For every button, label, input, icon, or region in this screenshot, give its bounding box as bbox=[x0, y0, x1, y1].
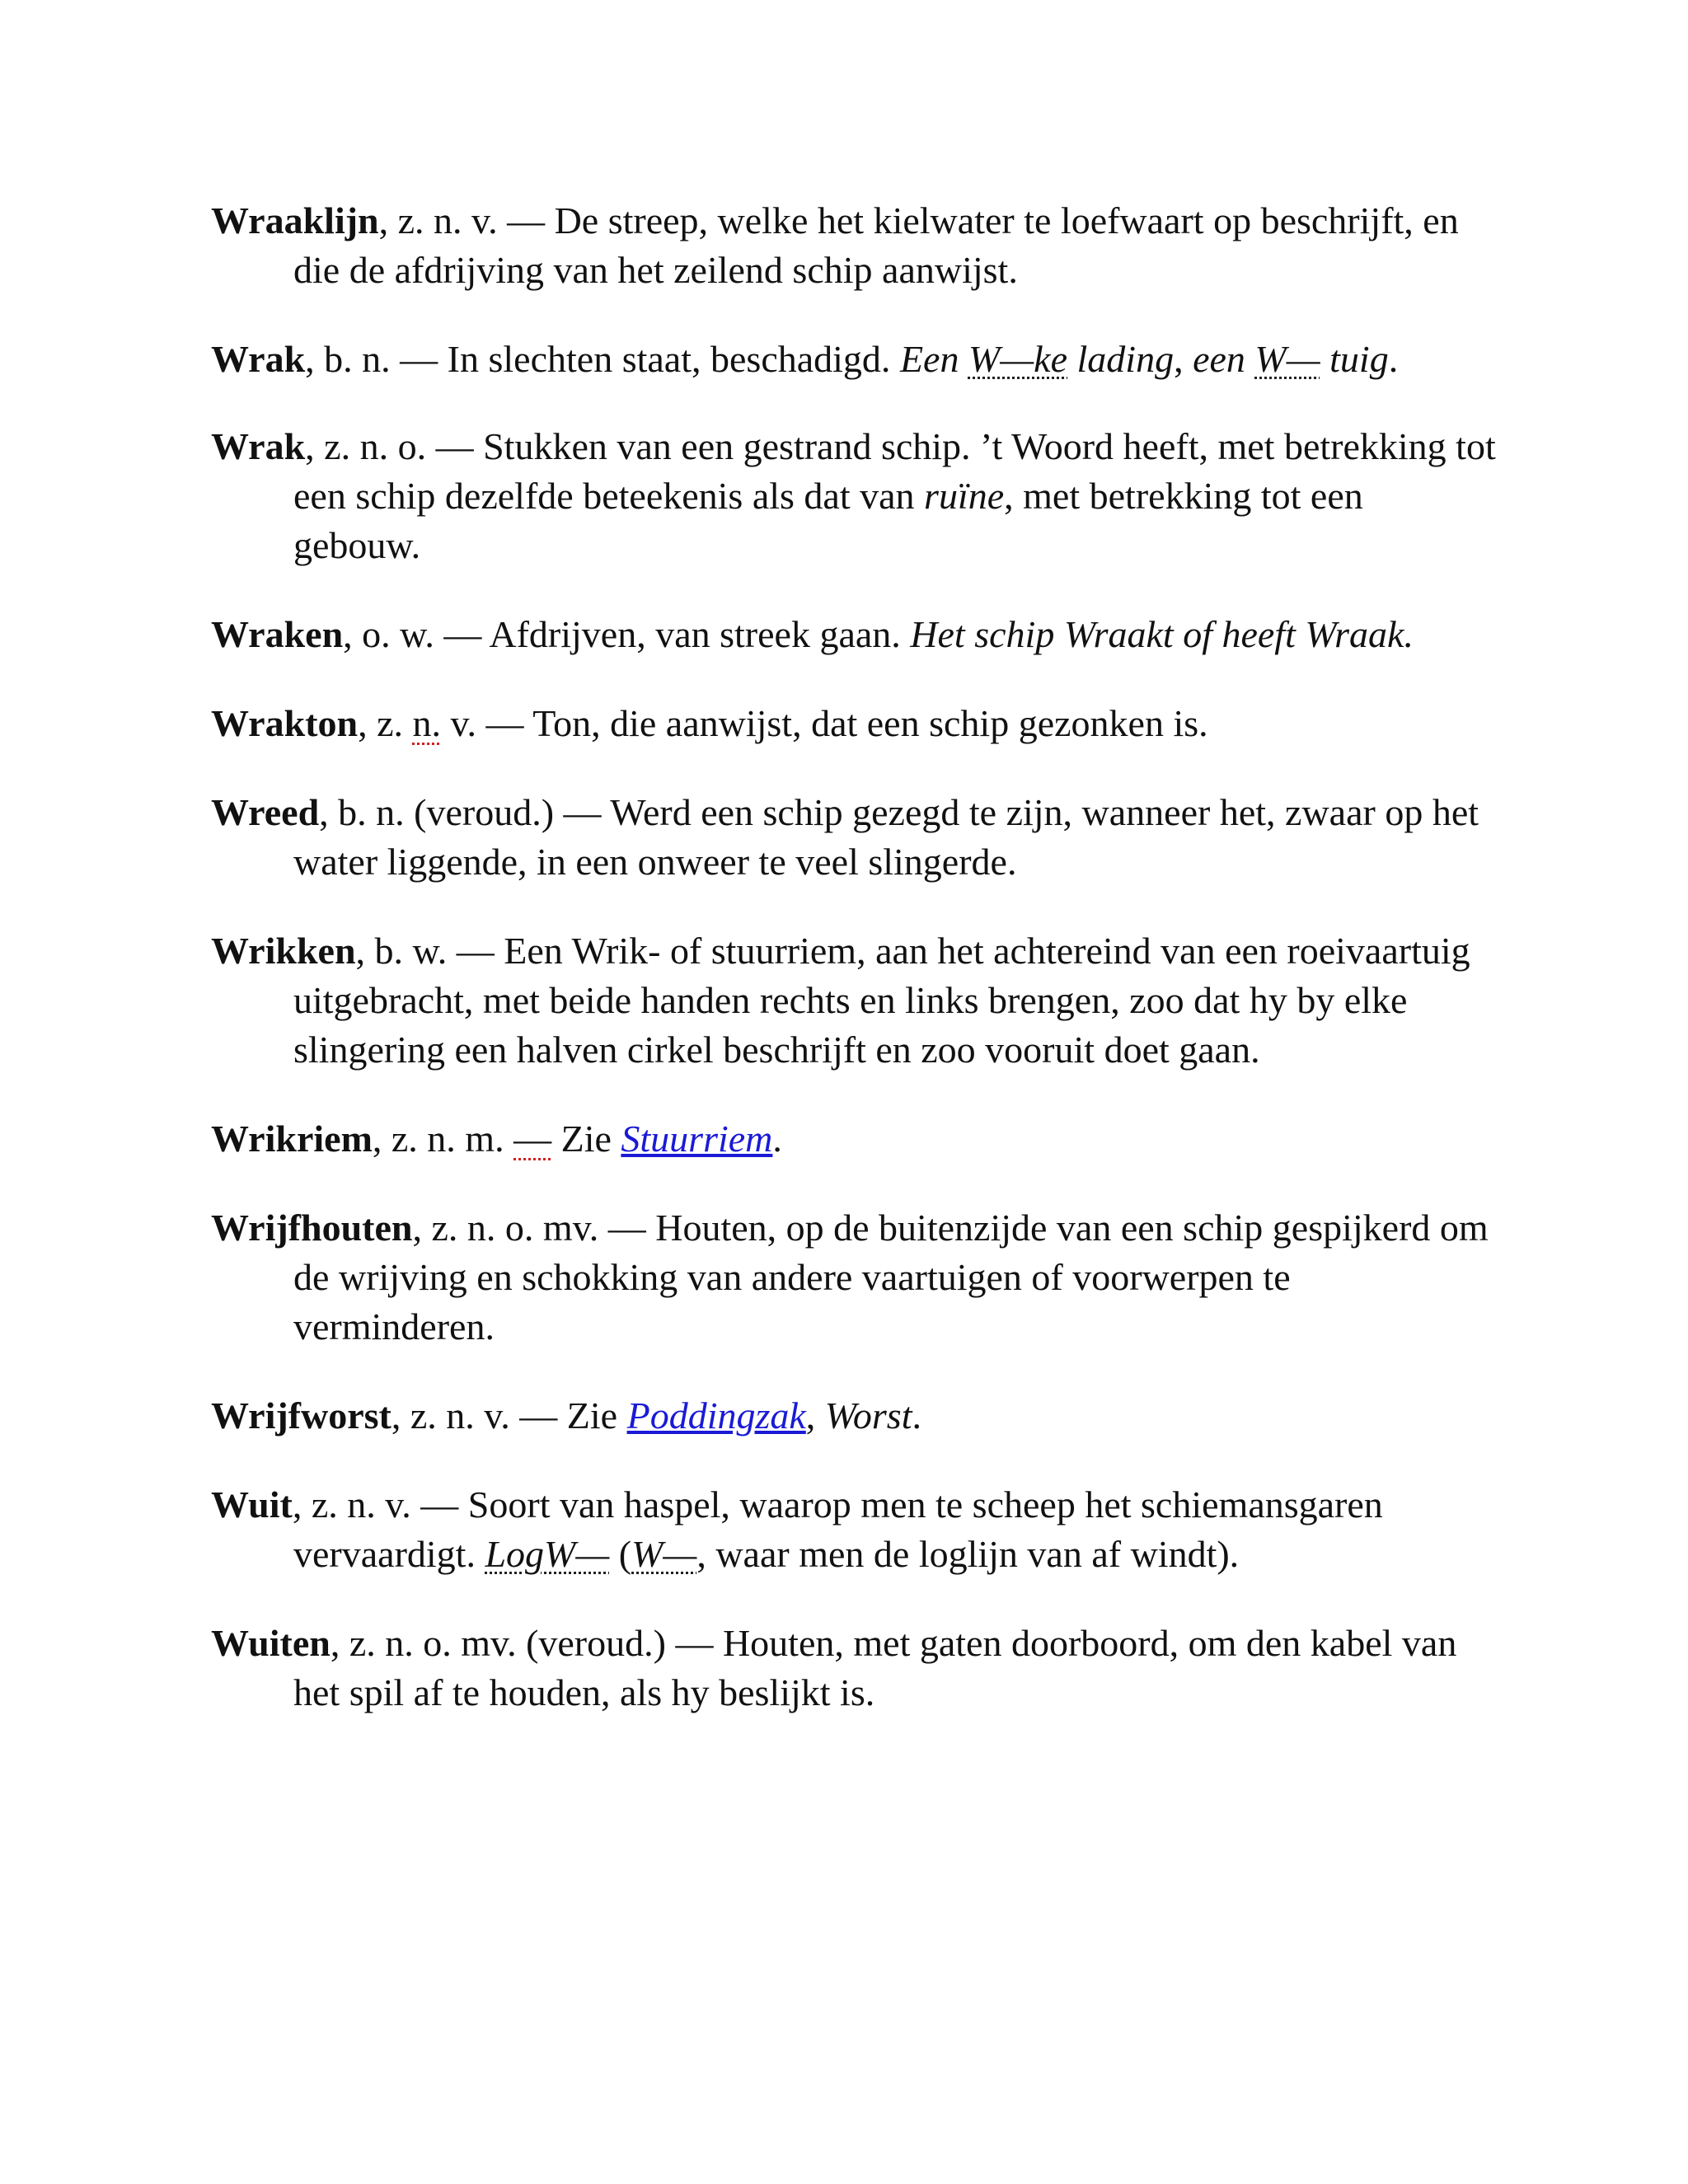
entry-wrijfhouten bbox=[211, 1203, 1497, 1352]
grammar: , b. n. — bbox=[305, 338, 448, 380]
entry-wuit: Wuit, z. n. v. — Soort van haspel, waarop men te scheep het schiemansgaren vervaardigt. LogW— (W—, waar men de loglijn van af windt). bbox=[211, 1483, 1383, 1575]
entry-wreed bbox=[211, 788, 1497, 887]
definition: Een Wrik- of stuurriem, aan het achtereind van een roeivaartuig uitgebracht, met beide handen rechts en links brengen, zoo dat hy by elke slingering een halven cirkel beschrijft en zoo vooruit doet gaan. bbox=[293, 930, 1470, 1071]
italic-term: ruïne bbox=[924, 475, 1005, 517]
entry-wuiten bbox=[211, 1619, 1497, 1718]
grammar: , b. n. (veroud.) — bbox=[319, 791, 611, 833]
headword: Wrikken bbox=[211, 930, 356, 972]
grammar: , z. n. o. mv. — bbox=[412, 1207, 656, 1249]
headword: Wrak bbox=[211, 425, 306, 467]
abbrev-marked: W— bbox=[1254, 338, 1320, 380]
headword: Wuiten bbox=[211, 1622, 331, 1664]
example: Een W—ke lading bbox=[899, 338, 1175, 380]
spell-marked: n. bbox=[412, 702, 441, 744]
link-poddingzak[interactable]: Poddingzak bbox=[626, 1394, 806, 1436]
italic-term: Worst bbox=[824, 1394, 912, 1436]
link-stuurriem[interactable]: Stuurriem bbox=[621, 1118, 773, 1160]
headword: Wuit bbox=[211, 1483, 293, 1526]
headword: Wreed bbox=[211, 791, 320, 833]
headword: Wrakton bbox=[211, 702, 359, 744]
grammar: , z. n. m. bbox=[372, 1118, 514, 1160]
example: een W— tuig bbox=[1193, 338, 1389, 380]
definition: De streep, welke het kielwater te loefwaart op beschrijft, en die de afdrijving van het zeilend schip aanwijst. bbox=[293, 199, 1459, 291]
headword: Wrijfhouten bbox=[211, 1207, 413, 1249]
entry-wrakton: Wrakton, z. n. v. — Ton, die aanwijst, dat een schip gezonken is. bbox=[211, 702, 1208, 744]
example: Het schip Wraakt of heeft Wraak. bbox=[910, 613, 1414, 655]
definition: Afdrijven, van streek gaan. bbox=[489, 613, 911, 655]
grammar: , z. n. o. — bbox=[305, 425, 484, 467]
entry-wraaklijn bbox=[211, 196, 1497, 295]
definition: Houten, op de buitenzijde van een schip gespijkerd om de wrijving en schokking van andere vaartuigen of voorwerpen te verminderen. bbox=[293, 1207, 1489, 1347]
spell-marked: — bbox=[513, 1118, 552, 1160]
grammar: , z. n. v. — bbox=[391, 1394, 567, 1436]
abbrev-marked: LogW— bbox=[485, 1533, 610, 1575]
headword: Wraaklijn bbox=[211, 199, 379, 241]
entry-wrak-noun: Wrak, z. n. o. — Stukken van een gestrand schip. ’t Woord heeft, met betrekking tot een schip dezelfde beteekenis als dat van ruïne, met betrekking tot een gebouw. bbox=[211, 425, 1496, 566]
grammar: , o. w. — bbox=[343, 613, 490, 655]
definition: In slechten staat, beschadigd. bbox=[447, 338, 900, 380]
definition: Soort van haspel, waarop men te scheep het schiemansgaren vervaardigt. bbox=[293, 1483, 1383, 1575]
grammar: , z. n. o. mv. (veroud.) — bbox=[330, 1622, 723, 1664]
entry-wrikken bbox=[211, 926, 1497, 1075]
dictionary-page bbox=[211, 196, 1497, 1757]
grammar: , z. bbox=[358, 702, 413, 744]
entry-wrikriem: Wrikriem, z. n. m. — Zie Stuurriem. bbox=[211, 1118, 782, 1160]
definition: Werd een schip gezegd te zijn, wanneer het, zwaar op het water liggende, in een onweer te veel slingerde. bbox=[293, 791, 1479, 883]
abbrev-marked: W—ke bbox=[968, 338, 1068, 380]
headword: Wrijfworst bbox=[211, 1394, 392, 1436]
definition: Houten, met gaten doorboord, om den kabel van het spil af te houden, als hy beslijkt is. bbox=[293, 1622, 1457, 1713]
definition: Zie bbox=[566, 1394, 627, 1436]
grammar: , z. n. v. — bbox=[378, 199, 555, 241]
entry-wrak-adj: Wrak, b. n. — In slechten staat, beschadigd. Een W—ke lading, een W— tuig. bbox=[211, 338, 1399, 380]
entry-wraken bbox=[211, 610, 1497, 659]
headword: Wrikriem bbox=[211, 1118, 373, 1160]
entry-wrijfworst: Wrijfworst, z. n. v. — Zie Poddingzak, Worst. bbox=[211, 1394, 921, 1436]
abbrev-marked: W— bbox=[631, 1533, 697, 1575]
definition: Zie bbox=[551, 1118, 621, 1160]
headword: Wraken bbox=[211, 613, 344, 655]
headword: Wrak bbox=[211, 338, 306, 380]
grammar: , z. n. v. — bbox=[292, 1483, 468, 1526]
definition: Stukken van een gestrand schip. ’t Woord heeft, met betrekking tot een schip dezelfde beteekenis als dat van bbox=[293, 425, 1496, 517]
definition: Ton, die aanwijst, dat een schip gezonken is. bbox=[532, 702, 1208, 744]
grammar: , b. w. — bbox=[355, 930, 504, 972]
